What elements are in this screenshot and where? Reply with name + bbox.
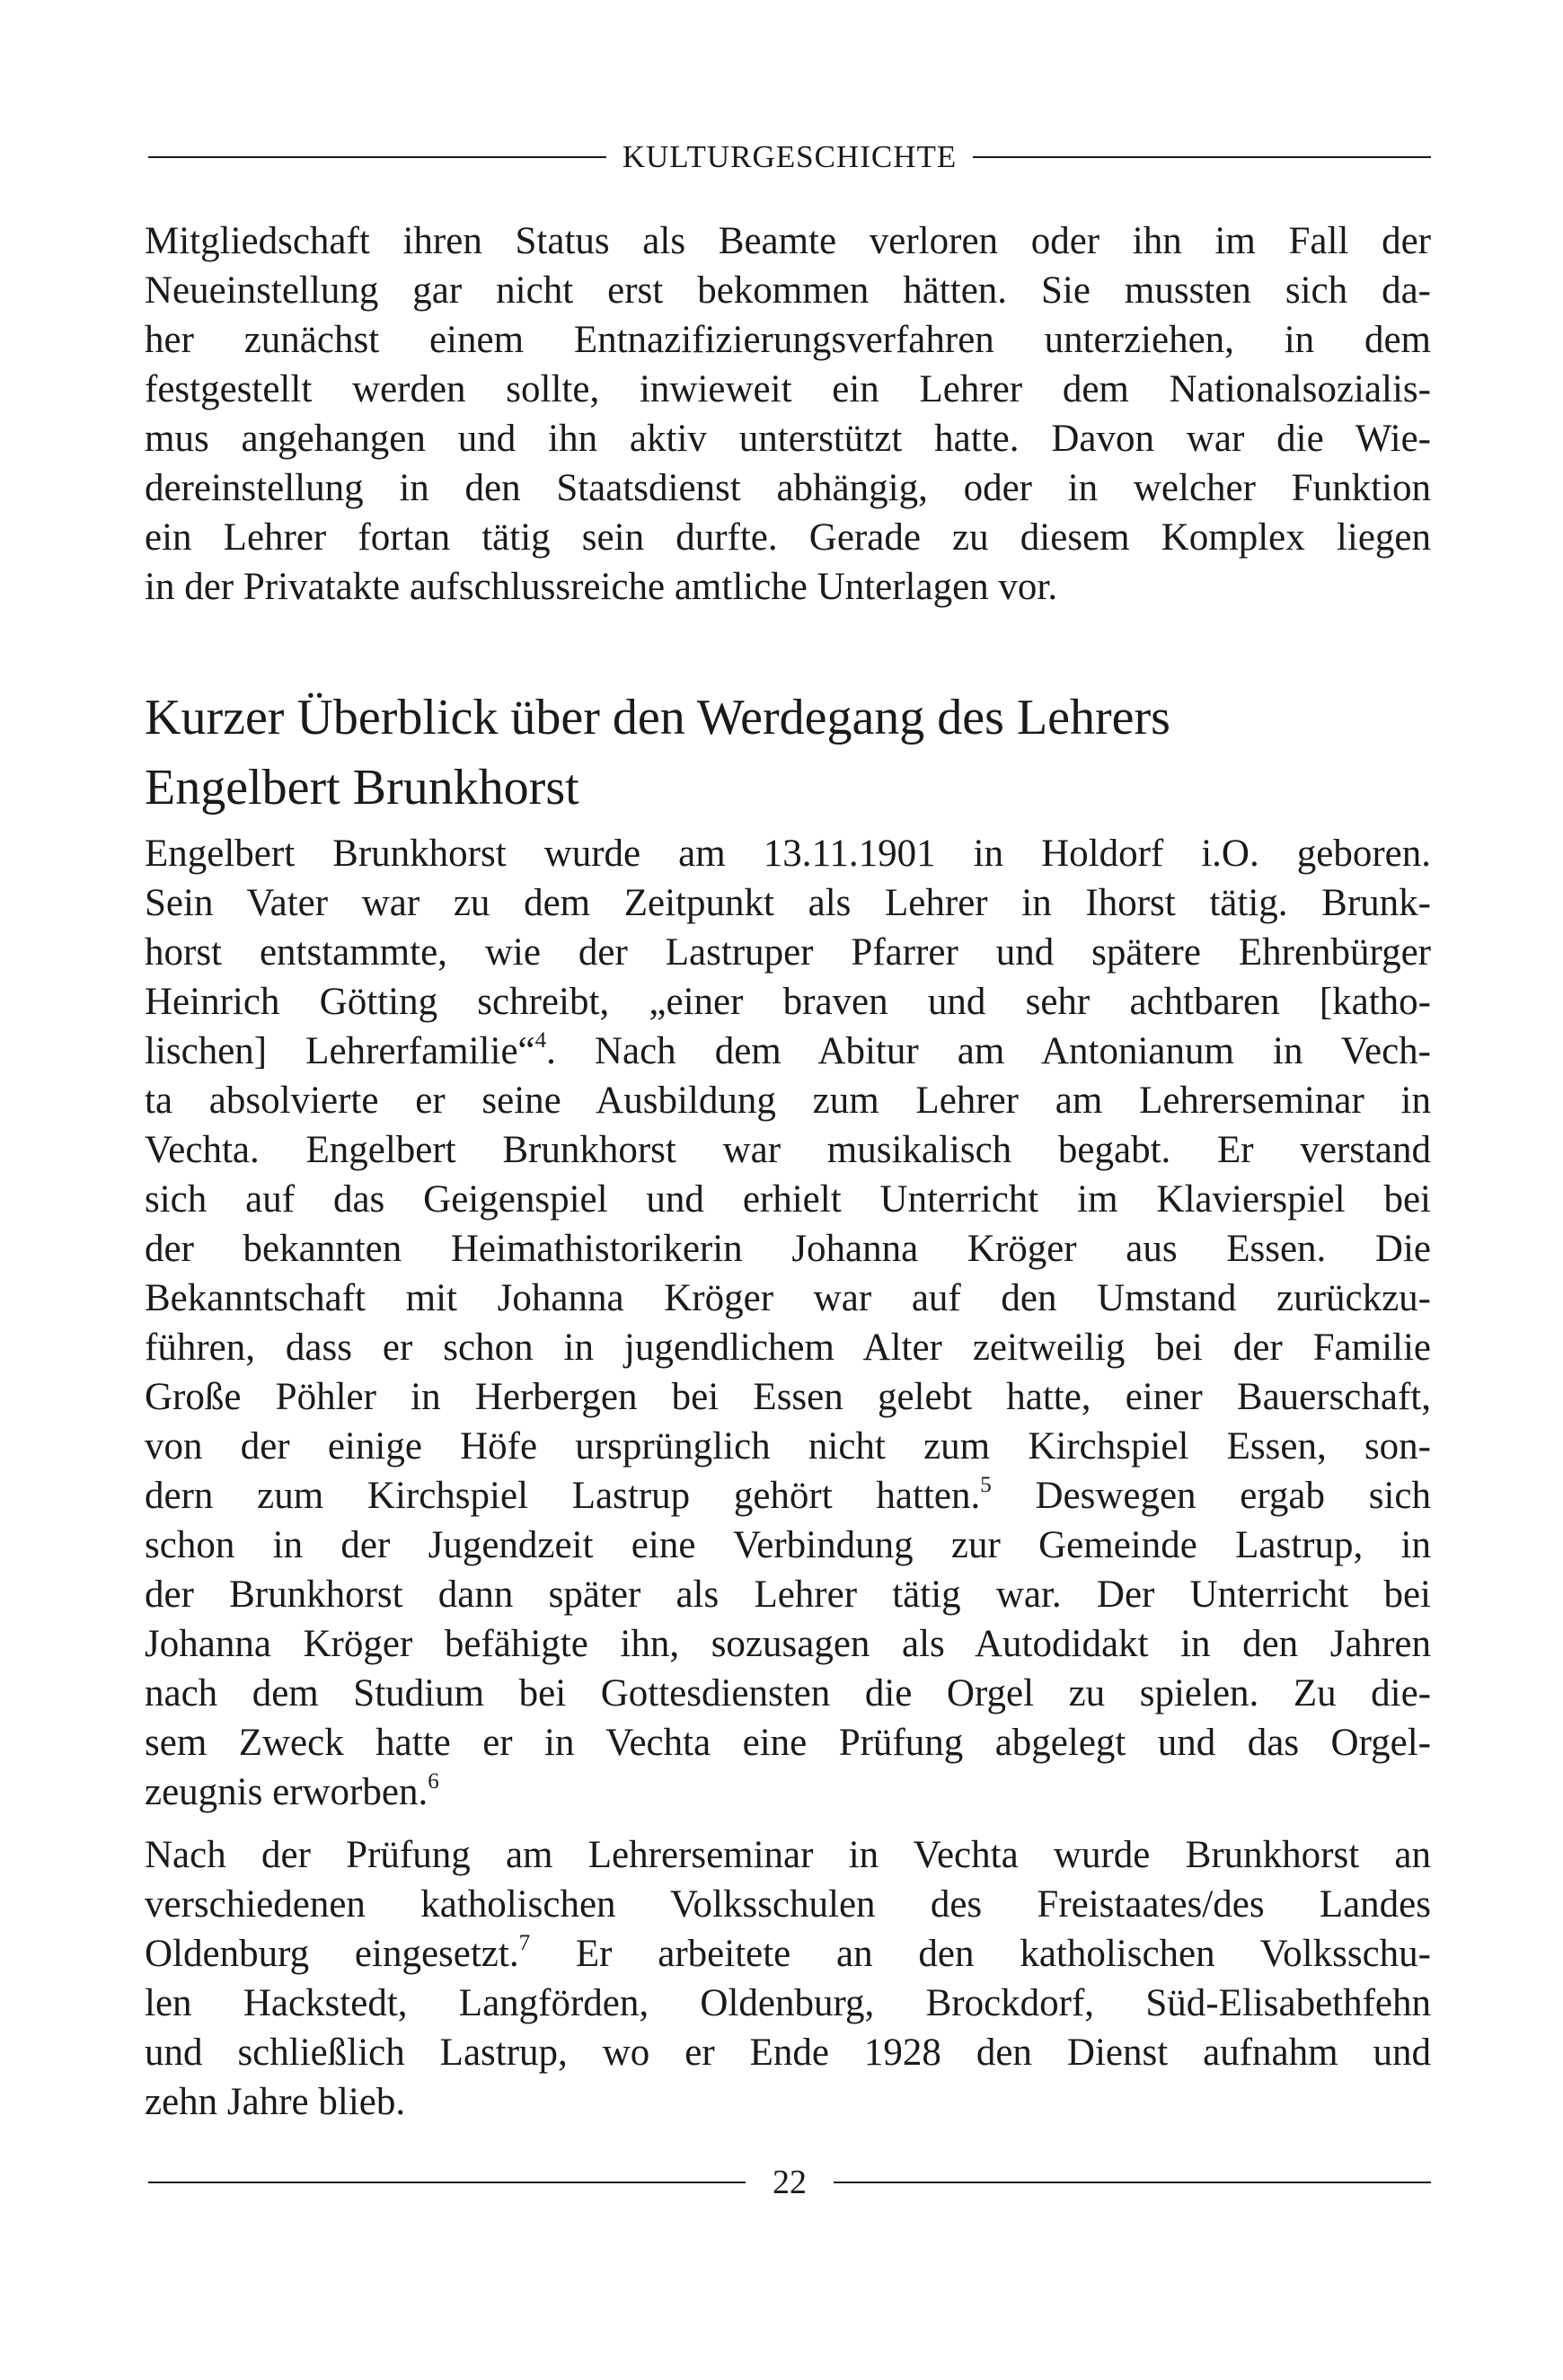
text-line: Nach der Prüfung am Lehrerseminar in Vechta wurde Brunkhorst an: [145, 1834, 1431, 1876]
text-line: schon in der Jugendzeit eine Verbindung zur Gemeinde Lastrup, in: [145, 1524, 1431, 1566]
text-line: [145, 1929, 1431, 1979]
text-line: mus angehangen und ihn aktiv unterstützt hatte. Davon war die Wie-: [145, 418, 1431, 460]
page-footer: [148, 2160, 1431, 2205]
footnote-ref: 7: [518, 1931, 531, 1955]
text-line: der Brunkhorst dann später als Lehrer tätig war. Der Unterricht bei: [145, 1573, 1431, 1616]
text-line: ta absolvierte er seine Ausbildung zum Lehrer am Lehrerseminar in: [145, 1080, 1431, 1122]
text-line: horst entstammte, wie der Lastruper Pfarrer und spätere Ehrenbürger: [145, 931, 1431, 974]
text-line: Heinrich Götting schreibt, „einer braven und sehr achtbaren [katho-: [145, 981, 1431, 1023]
paragraph-2: [145, 829, 1431, 1817]
text-segment: Er arbeitete an den katholischen Volksschu-: [530, 1933, 1431, 1975]
header-rule-right: [973, 156, 1431, 158]
text-line: Engelbert Brunkhorst wurde am 13.11.1901 in Holdorf i.O. geboren.: [145, 833, 1431, 875]
text-line: der bekannten Heimathistorikerin Johanna Kröger aus Essen. Die: [145, 1228, 1431, 1270]
footnote-ref: 4: [534, 1028, 547, 1053]
text-line: [145, 1027, 1431, 1076]
text-line: nach dem Studium bei Gottesdiensten die Orgel zu spielen. Zu die-: [145, 1672, 1431, 1714]
paragraph-3: [145, 1830, 1431, 2127]
text-line: verschiedenen katholischen Volksschulen des Freistaates/des Landes: [145, 1883, 1431, 1926]
header-rule-left: [148, 156, 606, 158]
text-segment: . Nach dem Abitur am Antonianum in Vech-: [546, 1030, 1431, 1072]
text-line: Bekanntschaft mit Johanna Kröger war auf den Umstand zurückzu-: [145, 1277, 1431, 1319]
heading-line: Kurzer Überblick über den Werdegang des Lehrers: [145, 690, 1170, 745]
text-line: von der einige Höfe ursprünglich nicht zum Kirchspiel Essen, son-: [145, 1425, 1431, 1468]
paragraph-1: [145, 216, 1431, 612]
page-number: 22: [773, 2164, 807, 2201]
text-line: und schließlich Lastrup, wo er Ende 1928 den Dienst aufnahm und: [145, 2032, 1431, 2074]
text-segment: Oldenburg eingesetzt.: [145, 1933, 519, 1975]
footer-rule-left: [148, 2182, 746, 2183]
text-line: [145, 1767, 1431, 1817]
text-segment: zeugnis erworben.: [145, 1771, 428, 1813]
section-heading: [145, 683, 1431, 823]
text-line: zehn Jahre blieb.: [145, 2081, 406, 2123]
running-head: [148, 135, 1431, 180]
footer-rule-right: [834, 2182, 1431, 2183]
running-head-title: KULTURGESCHICHTE: [622, 139, 958, 174]
footnote-ref: 6: [428, 1769, 439, 1794]
text-line: sich auf das Geigenspiel und erhielt Unterricht im Klavierspiel bei: [145, 1178, 1431, 1221]
text-line: in der Privatakte aufschlussreiche amtliche Unterlagen vor.: [145, 566, 1058, 608]
text-segment: Deswegen ergab sich: [991, 1475, 1431, 1517]
heading-line: Engelbert Brunkhorst: [145, 760, 579, 815]
text-line: Johanna Kröger befähigte ihn, sozusagen als Autodidakt in den Jahren: [145, 1623, 1431, 1665]
text-line: [145, 1471, 1431, 1521]
text-line: her zunächst einem Entnazifizierungsverfahren unterziehen, in dem: [145, 319, 1431, 361]
text-line: Große Pöhler in Herbergen bei Essen gelebt hatte, einer Bauerschaft,: [145, 1376, 1431, 1418]
text-line: len Hackstedt, Langförden, Oldenburg, Brockdorf, Süd-Elisabethfehn: [145, 1982, 1431, 2024]
text-line: Mitgliedschaft ihren Status als Beamte verloren oder ihn im Fall der: [145, 220, 1431, 262]
text-line: Neueinstellung gar nicht erst bekommen hätten. Sie mussten sich da-: [145, 269, 1431, 312]
text-segment: lischen] Lehrerfamilie“: [145, 1030, 535, 1072]
text-line: führen, dass er schon in jugendlichem Alter zeitweilig bei der Familie: [145, 1327, 1431, 1369]
footnote-ref: 5: [980, 1473, 992, 1497]
text-line: Sein Vater war zu dem Zeitpunkt als Lehrer in Ihorst tätig. Brunk-: [145, 882, 1431, 924]
text-line: ein Lehrer fortan tätig sein durfte. Gerade zu diesem Komplex liegen: [145, 516, 1431, 559]
text-segment: dern zum Kirchspiel Lastrup gehört hatten.: [145, 1475, 981, 1517]
text-line: sem Zweck hatte er in Vechta eine Prüfung abgelegt und das Orgel-: [145, 1722, 1431, 1764]
text-line: Vechta. Engelbert Brunkhorst war musikalisch begabt. Er verstand: [145, 1129, 1431, 1171]
text-line: festgestellt werden sollte, inwieweit ein Lehrer dem Nationalsozialis-: [145, 368, 1431, 410]
text-line: dereinstellung in den Staatsdienst abhängig, oder in welcher Funktion: [145, 467, 1431, 509]
